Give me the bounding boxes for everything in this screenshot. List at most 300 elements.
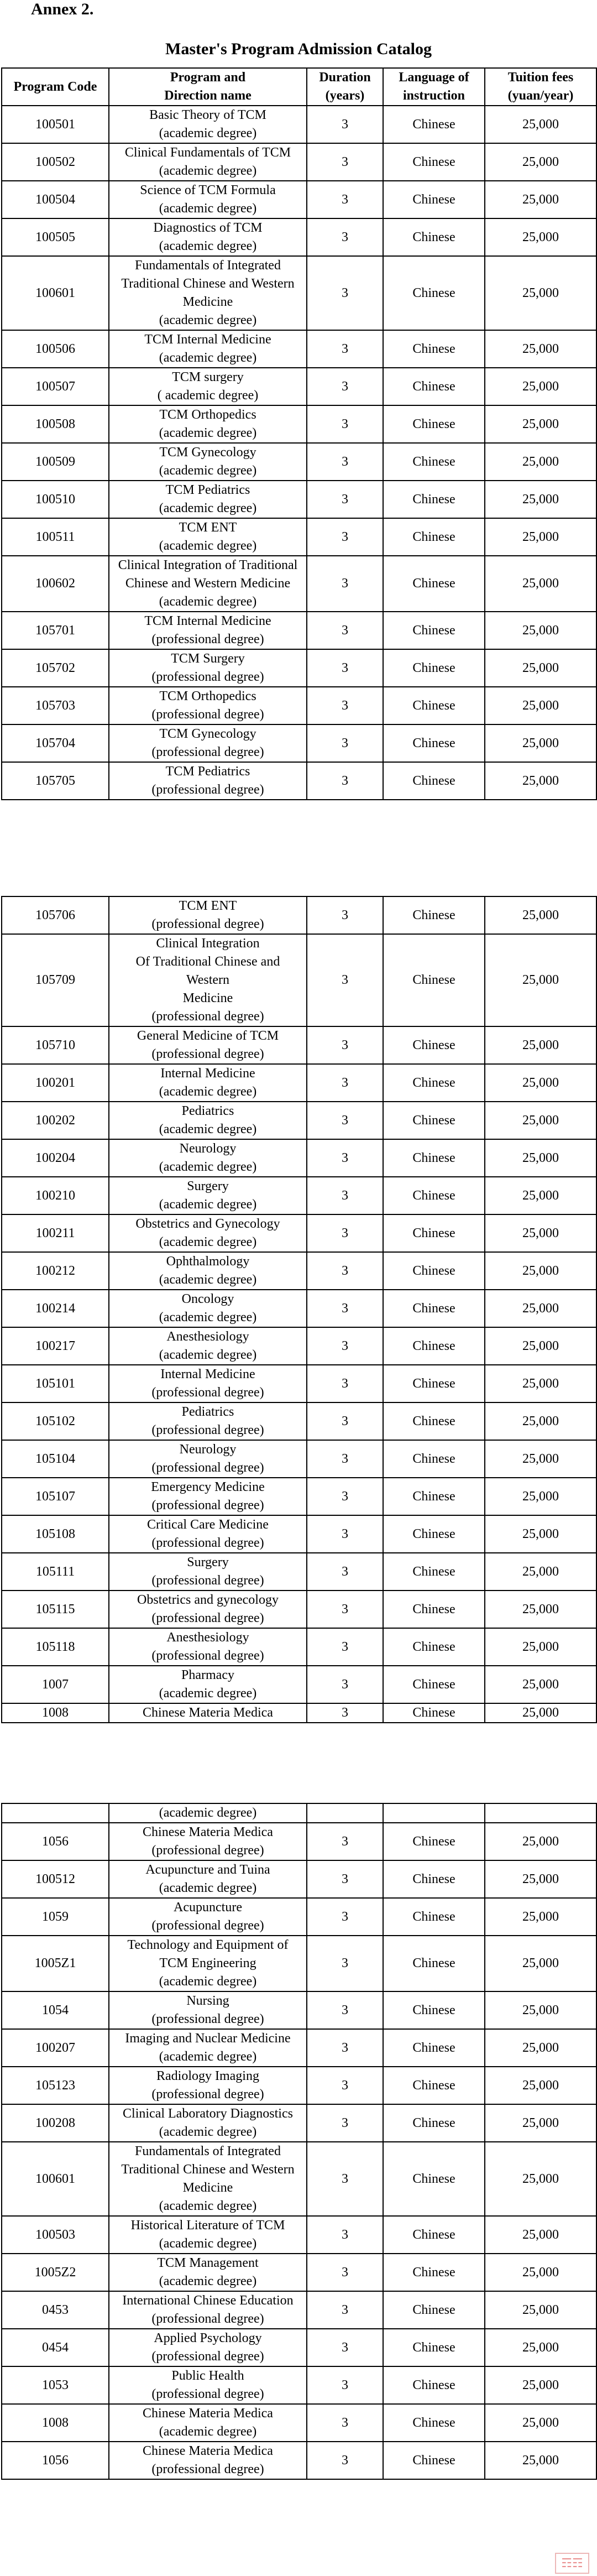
cell-duration: 3 xyxy=(307,2067,383,2104)
cell-duration: 3 xyxy=(307,1440,383,1478)
cell-name: Nursing (professional degree) xyxy=(109,1991,307,2029)
cell-fees: 25,000 xyxy=(485,1936,596,1991)
cell-language: Chinese xyxy=(383,1628,485,1666)
cell-name: Acupuncture and Tuina (academic degree) xyxy=(109,1860,307,1898)
table-row xyxy=(2,368,596,405)
cell-fees: 25,000 xyxy=(485,2329,596,2366)
cell-fees: 25,000 xyxy=(485,1703,596,1723)
table-row xyxy=(2,1402,596,1440)
cell-fees: 25,000 xyxy=(485,2404,596,2442)
cell-code: 105703 xyxy=(2,687,109,724)
cell-name: TCM Surgery (professional degree) xyxy=(109,649,307,687)
catalog-table-page-2 xyxy=(1,896,597,1723)
cell-duration: 3 xyxy=(307,896,383,934)
table-row xyxy=(2,1666,596,1703)
cell-language: Chinese xyxy=(383,1591,485,1628)
cell-name: TCM Pediatrics (academic degree) xyxy=(109,481,307,518)
table-row xyxy=(2,106,596,143)
cell-code: 100210 xyxy=(2,1177,109,1214)
cell-duration: 3 xyxy=(307,2291,383,2329)
cell-duration: 3 xyxy=(307,1177,383,1214)
cell-name: Acupuncture (professional degree) xyxy=(109,1898,307,1936)
cell-code: 105705 xyxy=(2,762,109,800)
cell-fees: 25,000 xyxy=(485,518,596,556)
corner-stamp: ☶☶ xyxy=(555,2553,589,2574)
cell-language: Chinese xyxy=(383,1860,485,1898)
table-row xyxy=(2,330,596,368)
table-row xyxy=(2,1936,596,1991)
table-row xyxy=(2,1102,596,1139)
cell-name: Clinical Integration Of Traditional Chinese and Western Medicine (professional degree) xyxy=(109,934,307,1026)
cell-name: TCM Orthopedics (academic degree) xyxy=(109,405,307,443)
cell-code: 1059 xyxy=(2,1898,109,1936)
cell-language: Chinese xyxy=(383,1214,485,1252)
cell-code: 105102 xyxy=(2,1402,109,1440)
cell-duration: 3 xyxy=(307,2142,383,2216)
cell-duration: 3 xyxy=(307,1991,383,2029)
cell-fees: 25,000 xyxy=(485,330,596,368)
cell-name: Pediatrics (academic degree) xyxy=(109,1102,307,1139)
cell-fees: 25,000 xyxy=(485,1102,596,1139)
cell-language: Chinese xyxy=(383,1823,485,1860)
cell-language: Chinese xyxy=(383,762,485,800)
cell-language: Chinese xyxy=(383,481,485,518)
cell-duration: 3 xyxy=(307,181,383,218)
cell-language: Chinese xyxy=(383,1402,485,1440)
cell-code: 100204 xyxy=(2,1139,109,1177)
cell-code: 100502 xyxy=(2,143,109,181)
cell-duration: 3 xyxy=(307,1666,383,1703)
cell-language: Chinese xyxy=(383,612,485,649)
cell-name: Surgery (academic degree) xyxy=(109,1177,307,1214)
cell-fees: 25,000 xyxy=(485,1139,596,1177)
cell-fees: 25,000 xyxy=(485,1860,596,1898)
cell-fees: 25,000 xyxy=(485,1064,596,1102)
cell-code: 100505 xyxy=(2,218,109,256)
cell-duration: 3 xyxy=(307,1823,383,1860)
cell-duration: 3 xyxy=(307,1591,383,1628)
cell-language: Chinese xyxy=(383,2291,485,2329)
cell-code: 105107 xyxy=(2,1478,109,1515)
cell-fees: 25,000 xyxy=(485,649,596,687)
cell-duration: 3 xyxy=(307,2404,383,2442)
table-row xyxy=(2,218,596,256)
cell-language: Chinese xyxy=(383,518,485,556)
cell-duration: 3 xyxy=(307,2329,383,2366)
table-row xyxy=(2,1803,596,1823)
cell-code: 100506 xyxy=(2,330,109,368)
cell-duration: 3 xyxy=(307,1936,383,1991)
cell-language: Chinese xyxy=(383,2442,485,2479)
cell-code: 105118 xyxy=(2,1628,109,1666)
cell-language: Chinese xyxy=(383,1553,485,1591)
cell-fees: 25,000 xyxy=(485,2104,596,2142)
cell-code: 105709 xyxy=(2,934,109,1026)
cell-name: Fundamentals of Integrated Traditional Chinese and Western Medicine (academic degree) xyxy=(109,2142,307,2216)
cell-name: Neurology (academic degree) xyxy=(109,1139,307,1177)
cell-language: Chinese xyxy=(383,368,485,405)
cell-name: TCM Internal Medicine (professional degree) xyxy=(109,612,307,649)
header-code: Program Code xyxy=(2,68,109,106)
cell-fees: 25,000 xyxy=(485,1252,596,1290)
cell-duration: 3 xyxy=(307,1026,383,1064)
table-row xyxy=(2,2404,596,2442)
cell-code: 1008 xyxy=(2,2404,109,2442)
cell-language: Chinese xyxy=(383,556,485,612)
cell-name: Science of TCM Formula (academic degree) xyxy=(109,181,307,218)
cell-code: 1005Z1 xyxy=(2,1936,109,1991)
cell-fees: 25,000 xyxy=(485,1402,596,1440)
table-row xyxy=(2,1139,596,1177)
cell-name: Diagnostics of TCM (academic degree) xyxy=(109,218,307,256)
cell-code: 100511 xyxy=(2,518,109,556)
cell-fees: 25,000 xyxy=(485,1666,596,1703)
cell-language xyxy=(383,1803,485,1823)
cell-duration: 3 xyxy=(307,443,383,481)
cell-language: Chinese xyxy=(383,2216,485,2254)
cell-duration: 3 xyxy=(307,762,383,800)
cell-fees: 25,000 xyxy=(485,1177,596,1214)
cell-fees: 25,000 xyxy=(485,724,596,762)
cell-fees: 25,000 xyxy=(485,256,596,330)
cell-language: Chinese xyxy=(383,443,485,481)
cell-language: Chinese xyxy=(383,330,485,368)
cell-name: Chinese Materia Medica (professional degree) xyxy=(109,1823,307,1860)
cell-fees: 25,000 xyxy=(485,481,596,518)
cell-code: 105108 xyxy=(2,1515,109,1553)
table-row xyxy=(2,1703,596,1723)
cell-language: Chinese xyxy=(383,1666,485,1703)
cell-language: Chinese xyxy=(383,687,485,724)
cell-code: 0453 xyxy=(2,2291,109,2329)
cell-fees: 25,000 xyxy=(485,2442,596,2479)
cell-duration: 3 xyxy=(307,1515,383,1553)
header-language: Language of instruction xyxy=(383,68,485,106)
cell-duration: 3 xyxy=(307,2104,383,2142)
cell-code: 100512 xyxy=(2,1860,109,1898)
cell-name: Clinical Fundamentals of TCM (academic degree) xyxy=(109,143,307,181)
cell-name: TCM Pediatrics (professional degree) xyxy=(109,762,307,800)
cell-name: Technology and Equipment of TCM Engineering (academic degree) xyxy=(109,1936,307,1991)
cell-duration: 3 xyxy=(307,106,383,143)
cell-fees: 25,000 xyxy=(485,1991,596,2029)
cell-name: Surgery (professional degree) xyxy=(109,1553,307,1591)
table-row xyxy=(2,2442,596,2479)
header-duration: Duration (years) xyxy=(307,68,383,106)
cell-code: 100601 xyxy=(2,2142,109,2216)
table-row xyxy=(2,481,596,518)
cell-duration: 3 xyxy=(307,724,383,762)
cell-code: 100214 xyxy=(2,1290,109,1327)
table-row xyxy=(2,1064,596,1102)
cell-code: 105702 xyxy=(2,649,109,687)
cell-duration: 3 xyxy=(307,556,383,612)
cell-language: Chinese xyxy=(383,724,485,762)
cell-duration: 3 xyxy=(307,687,383,724)
cell-name: General Medicine of TCM (professional degree) xyxy=(109,1026,307,1064)
cell-code: 1007 xyxy=(2,1666,109,1703)
cell-name: Radiology Imaging (professional degree) xyxy=(109,2067,307,2104)
table-row xyxy=(2,2291,596,2329)
cell-code: 100510 xyxy=(2,481,109,518)
cell-code: 100207 xyxy=(2,2029,109,2067)
cell-code: 100202 xyxy=(2,1102,109,1139)
catalog-table-page-1 xyxy=(1,67,597,800)
cell-code: 105123 xyxy=(2,2067,109,2104)
cell-fees: 25,000 xyxy=(485,762,596,800)
table-row xyxy=(2,1860,596,1898)
cell-duration: 3 xyxy=(307,2216,383,2254)
table-row xyxy=(2,724,596,762)
cell-name: TCM surgery ( academic degree) xyxy=(109,368,307,405)
table-row xyxy=(2,762,596,800)
cell-name: Obstetrics and gynecology (professional degree) xyxy=(109,1591,307,1628)
cell-fees: 25,000 xyxy=(485,2142,596,2216)
cell-fees: 25,000 xyxy=(485,612,596,649)
cell-code: 100504 xyxy=(2,181,109,218)
cell-name: Historical Literature of TCM (academic degree) xyxy=(109,2216,307,2254)
cell-language: Chinese xyxy=(383,1898,485,1936)
cell-name: Public Health (professional degree) xyxy=(109,2366,307,2404)
cell-code: 105704 xyxy=(2,724,109,762)
cell-name: Ophthalmology (academic degree) xyxy=(109,1252,307,1290)
header-fees: Tuition fees (yuan/year) xyxy=(485,68,596,106)
cell-duration: 3 xyxy=(307,330,383,368)
cell-fees: 25,000 xyxy=(485,1628,596,1666)
cell-language: Chinese xyxy=(383,1327,485,1365)
cell-name: Internal Medicine (professional degree) xyxy=(109,1365,307,1402)
cell-language: Chinese xyxy=(383,1440,485,1478)
cell-code: 100211 xyxy=(2,1214,109,1252)
cell-language: Chinese xyxy=(383,256,485,330)
table-row xyxy=(2,1327,596,1365)
cell-duration: 3 xyxy=(307,2029,383,2067)
cell-duration: 3 xyxy=(307,2442,383,2479)
cell-language: Chinese xyxy=(383,1177,485,1214)
cell-fees: 25,000 xyxy=(485,2029,596,2067)
cell-language: Chinese xyxy=(383,2067,485,2104)
cell-duration: 3 xyxy=(307,1064,383,1102)
cell-fees: 25,000 xyxy=(485,2216,596,2254)
cell-code: 100601 xyxy=(2,256,109,330)
cell-language: Chinese xyxy=(383,1064,485,1102)
cell-duration xyxy=(307,1803,383,1823)
catalog-table-page-3 xyxy=(1,1803,597,2480)
cell-fees: 25,000 xyxy=(485,2067,596,2104)
cell-code: 1056 xyxy=(2,2442,109,2479)
cell-language: Chinese xyxy=(383,218,485,256)
cell-language: Chinese xyxy=(383,405,485,443)
cell-language: Chinese xyxy=(383,2104,485,2142)
cell-language: Chinese xyxy=(383,1478,485,1515)
cell-duration: 3 xyxy=(307,218,383,256)
cell-duration: 3 xyxy=(307,1703,383,1723)
cell-fees: 25,000 xyxy=(485,1515,596,1553)
cell-name: Chinese Materia Medica xyxy=(109,1703,307,1723)
cell-code: 0454 xyxy=(2,2329,109,2366)
cell-name: TCM Management (academic degree) xyxy=(109,2254,307,2291)
cell-code: 105710 xyxy=(2,1026,109,1064)
cell-code: 1053 xyxy=(2,2366,109,2404)
cell-name: Pediatrics (professional degree) xyxy=(109,1402,307,1440)
header-name: Program and Direction name xyxy=(109,68,307,106)
cell-duration: 3 xyxy=(307,1365,383,1402)
cell-duration: 3 xyxy=(307,2366,383,2404)
cell-language: Chinese xyxy=(383,1703,485,1723)
cell-duration: 3 xyxy=(307,1860,383,1898)
page-title: Master's Program Admission Catalog xyxy=(165,40,432,58)
cell-fees: 25,000 xyxy=(485,1478,596,1515)
cell-fees: 25,000 xyxy=(485,2366,596,2404)
table-row xyxy=(2,1365,596,1402)
cell-code: 105701 xyxy=(2,612,109,649)
cell-name: Chinese Materia Medica (academic degree) xyxy=(109,2404,307,2442)
table-row xyxy=(2,1823,596,1860)
cell-duration: 3 xyxy=(307,649,383,687)
cell-fees: 25,000 xyxy=(485,1290,596,1327)
cell-fees: 25,000 xyxy=(485,1365,596,1402)
cell-duration: 3 xyxy=(307,143,383,181)
cell-fees: 25,000 xyxy=(485,2291,596,2329)
cell-name: Basic Theory of TCM (academic degree) xyxy=(109,106,307,143)
cell-fees: 25,000 xyxy=(485,405,596,443)
cell-code: 105115 xyxy=(2,1591,109,1628)
table-row xyxy=(2,649,596,687)
cell-language: Chinese xyxy=(383,2366,485,2404)
cell-language: Chinese xyxy=(383,1290,485,1327)
cell-code: 105706 xyxy=(2,896,109,934)
cell-name: Fundamentals of Integrated Traditional Chinese and Western Medicine (academic degree) xyxy=(109,256,307,330)
table-row xyxy=(2,1177,596,1214)
cell-code: 100503 xyxy=(2,2216,109,2254)
cell-name: (academic degree) xyxy=(109,1803,307,1823)
cell-language: Chinese xyxy=(383,1252,485,1290)
table-row xyxy=(2,256,596,330)
cell-fees: 25,000 xyxy=(485,1898,596,1936)
cell-fees xyxy=(485,1803,596,1823)
table-row xyxy=(2,143,596,181)
cell-duration: 3 xyxy=(307,1402,383,1440)
table-row xyxy=(2,1440,596,1478)
cell-duration: 3 xyxy=(307,934,383,1026)
cell-name: TCM Gynecology (professional degree) xyxy=(109,724,307,762)
cell-duration: 3 xyxy=(307,1139,383,1177)
cell-code: 105101 xyxy=(2,1365,109,1402)
cell-name: Anesthesiology (academic degree) xyxy=(109,1327,307,1365)
cell-fees: 25,000 xyxy=(485,2254,596,2291)
table-row xyxy=(2,2216,596,2254)
cell-duration: 3 xyxy=(307,2254,383,2291)
table-row xyxy=(2,181,596,218)
cell-code: 100501 xyxy=(2,106,109,143)
table-row xyxy=(2,518,596,556)
cell-language: Chinese xyxy=(383,2329,485,2366)
cell-language: Chinese xyxy=(383,1365,485,1402)
table-header-row xyxy=(2,68,596,106)
table-row xyxy=(2,1290,596,1327)
table-row xyxy=(2,896,596,934)
cell-duration: 3 xyxy=(307,518,383,556)
table-row xyxy=(2,1898,596,1936)
cell-code: 100201 xyxy=(2,1064,109,1102)
cell-code: 100507 xyxy=(2,368,109,405)
cell-duration: 3 xyxy=(307,1327,383,1365)
cell-duration: 3 xyxy=(307,481,383,518)
cell-name: Pharmacy (academic degree) xyxy=(109,1666,307,1703)
table-row xyxy=(2,1628,596,1666)
cell-code xyxy=(2,1803,109,1823)
table-row xyxy=(2,2254,596,2291)
cell-duration: 3 xyxy=(307,1252,383,1290)
table-row xyxy=(2,1026,596,1064)
cell-duration: 3 xyxy=(307,1898,383,1936)
cell-language: Chinese xyxy=(383,2029,485,2067)
cell-duration: 3 xyxy=(307,1102,383,1139)
table-row xyxy=(2,1252,596,1290)
cell-fees: 25,000 xyxy=(485,1553,596,1591)
cell-fees: 25,000 xyxy=(485,218,596,256)
cell-name: International Chinese Education (professional degree) xyxy=(109,2291,307,2329)
cell-duration: 3 xyxy=(307,1478,383,1515)
cell-code: 105111 xyxy=(2,1553,109,1591)
cell-language: Chinese xyxy=(383,896,485,934)
cell-name: Imaging and Nuclear Medicine (academic degree) xyxy=(109,2029,307,2067)
cell-code: 100509 xyxy=(2,443,109,481)
table-row xyxy=(2,2329,596,2366)
cell-name: Anesthesiology (professional degree) xyxy=(109,1628,307,1666)
cell-fees: 25,000 xyxy=(485,1026,596,1064)
cell-name: TCM Gynecology (academic degree) xyxy=(109,443,307,481)
cell-code: 1005Z2 xyxy=(2,2254,109,2291)
cell-language: Chinese xyxy=(383,1515,485,1553)
cell-code: 100508 xyxy=(2,405,109,443)
cell-language: Chinese xyxy=(383,1991,485,2029)
cell-fees: 25,000 xyxy=(485,368,596,405)
table-row xyxy=(2,2366,596,2404)
cell-language: Chinese xyxy=(383,2254,485,2291)
table-row xyxy=(2,556,596,612)
cell-language: Chinese xyxy=(383,181,485,218)
cell-language: Chinese xyxy=(383,934,485,1026)
table-row xyxy=(2,405,596,443)
table-row xyxy=(2,2104,596,2142)
table-row xyxy=(2,687,596,724)
cell-name: Applied Psychology (professional degree) xyxy=(109,2329,307,2366)
cell-duration: 3 xyxy=(307,368,383,405)
cell-language: Chinese xyxy=(383,649,485,687)
cell-duration: 3 xyxy=(307,1214,383,1252)
cell-code: 100217 xyxy=(2,1327,109,1365)
cell-fees: 25,000 xyxy=(485,181,596,218)
cell-duration: 3 xyxy=(307,1553,383,1591)
cell-duration: 3 xyxy=(307,612,383,649)
table-row xyxy=(2,1478,596,1515)
cell-duration: 3 xyxy=(307,405,383,443)
cell-fees: 25,000 xyxy=(485,443,596,481)
cell-name: Chinese Materia Medica (professional degree) xyxy=(109,2442,307,2479)
cell-duration: 3 xyxy=(307,1628,383,1666)
cell-fees: 25,000 xyxy=(485,1214,596,1252)
cell-code: 1054 xyxy=(2,1991,109,2029)
cell-language: Chinese xyxy=(383,1102,485,1139)
cell-fees: 25,000 xyxy=(485,896,596,934)
cell-duration: 3 xyxy=(307,256,383,330)
cell-name: TCM ENT (professional degree) xyxy=(109,896,307,934)
table-row xyxy=(2,934,596,1026)
annex-label: Annex 2. xyxy=(31,0,94,18)
cell-name: Obstetrics and Gynecology (academic degree) xyxy=(109,1214,307,1252)
cell-language: Chinese xyxy=(383,1139,485,1177)
